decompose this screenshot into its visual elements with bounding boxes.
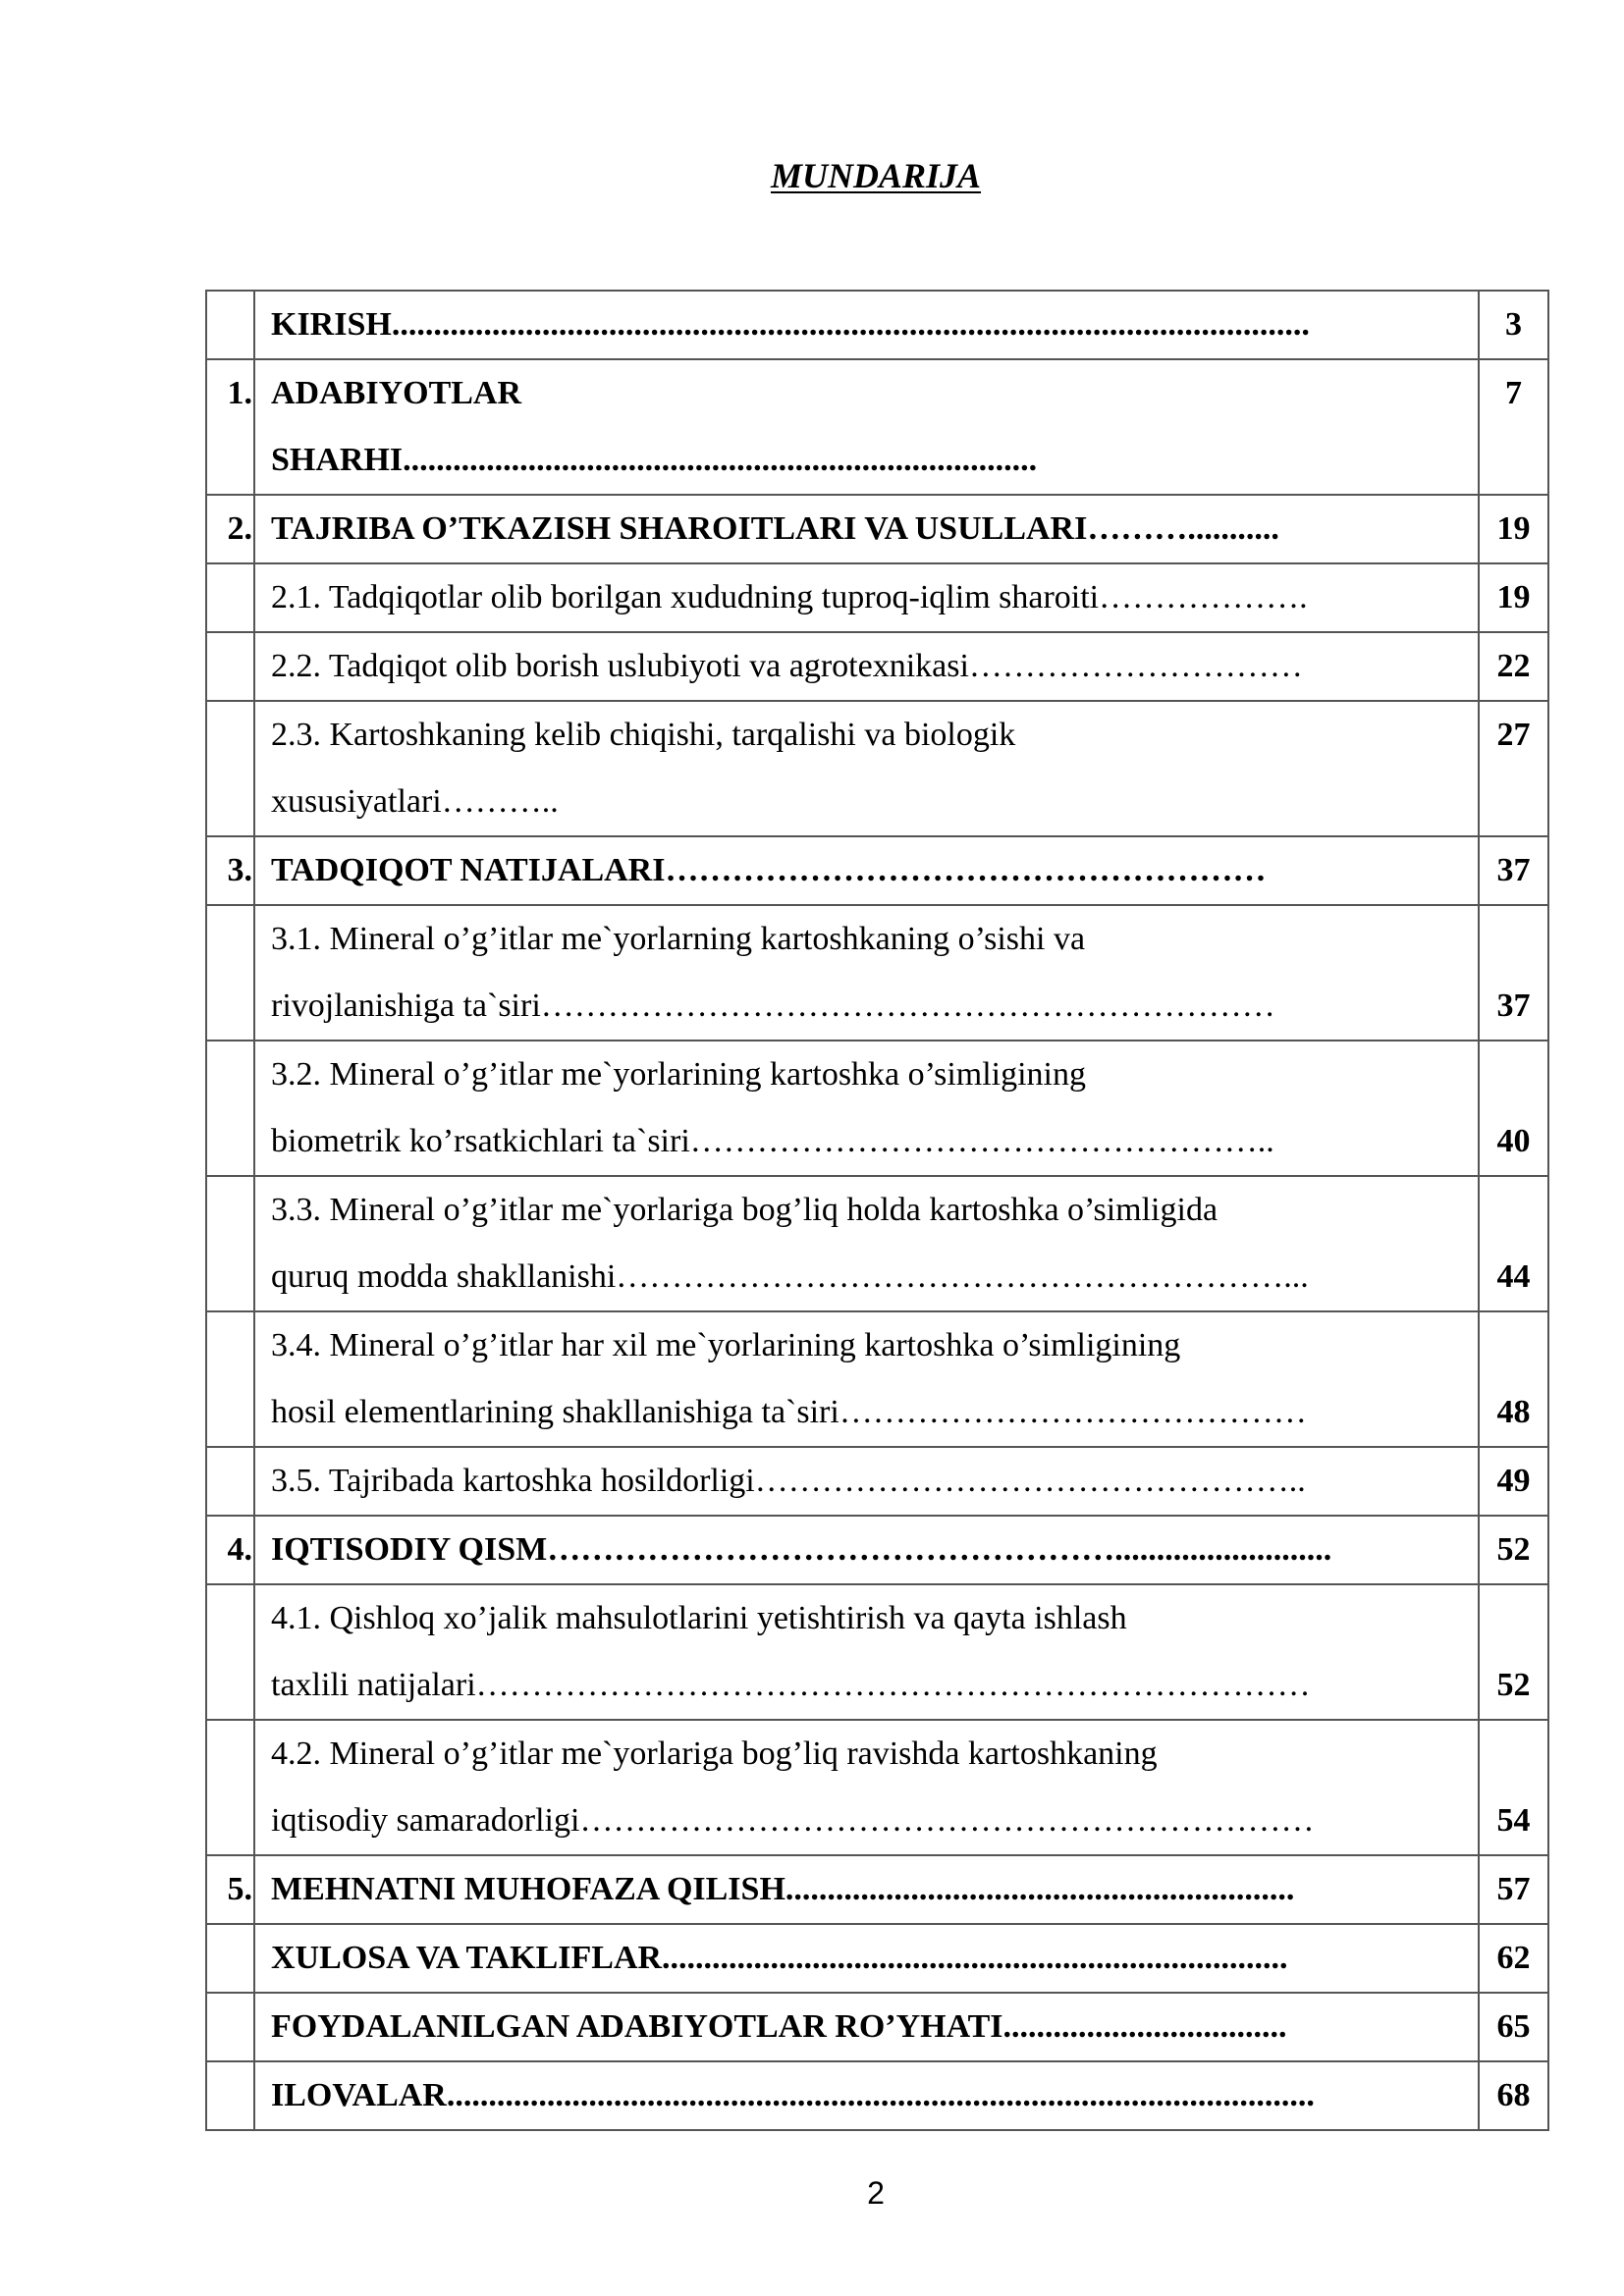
toc-page: 52 <box>1479 1584 1548 1720</box>
toc-title[interactable]: 4.1. Qishloq xo’jalik mahsulotlarini yetishtirish va qayta ishlash taxlili natijalari………………………………………………………………… <box>254 1584 1479 1720</box>
toc-page: 27 <box>1479 701 1548 836</box>
page-number: 2 <box>867 2175 885 2211</box>
toc-row-ilovalar <box>206 2061 1548 2130</box>
toc-page: 49 <box>1479 1447 1548 1516</box>
toc-title[interactable]: 3.5. Tajribada kartoshka hosildorligi………………………………………….. <box>254 1447 1479 1516</box>
toc-page: 54 <box>1479 1720 1548 1855</box>
toc-number: 5. <box>206 1855 254 1924</box>
toc-page: 3 <box>1479 291 1548 359</box>
toc-number <box>206 1584 254 1720</box>
toc-row-2-2 <box>206 632 1548 701</box>
toc-number: 4. <box>206 1516 254 1584</box>
toc-title[interactable]: XULOSA VA TAKLIFLAR........................................................................... <box>254 1924 1479 1993</box>
toc-title[interactable]: TADQIQOT NATIJALARI……………………………………………… <box>254 836 1479 905</box>
toc-number <box>206 2061 254 2130</box>
toc-row-foydalanilgan <box>206 1993 1548 2061</box>
toc-title[interactable]: 3.2. Mineral o’g’itlar me`yorlarining kartoshka o’simligining biometrik ko’rsatkichlari ta`siri…………………………………………….. <box>254 1041 1479 1176</box>
toc-page: 68 <box>1479 2061 1548 2130</box>
toc-row-2 <box>206 495 1548 563</box>
toc-page: 37 <box>1479 905 1548 1041</box>
toc-page: 19 <box>1479 495 1548 563</box>
table-of-contents <box>205 290 1549 2131</box>
toc-title[interactable]: ADABIYOTLAR SHARHI............................................................................ <box>254 359 1479 495</box>
toc-row-kirish <box>206 291 1548 359</box>
toc-title[interactable]: KIRISH.............................................................................................................. <box>254 291 1479 359</box>
toc-page: 65 <box>1479 1993 1548 2061</box>
toc-title[interactable]: 3.3. Mineral o’g’itlar me`yorlariga bog’liq holda kartoshka o’simligida quruq modda shakllanishi……………………………………………………... <box>254 1176 1479 1311</box>
toc-number <box>206 291 254 359</box>
toc-number <box>206 701 254 836</box>
toc-title[interactable]: IQTISODIY QISM…………………………………………….......................... <box>254 1516 1479 1584</box>
toc-title[interactable]: 3.4. Mineral o’g’itlar har xil me`yorlarining kartoshka o’simligining hosil elementlarining shakllanishiga ta`siri…………………………………… <box>254 1311 1479 1447</box>
toc-number <box>206 1176 254 1311</box>
toc-row-3 <box>206 836 1548 905</box>
toc-row-2-3 <box>206 701 1548 836</box>
toc-page: 52 <box>1479 1516 1548 1584</box>
toc-page: 37 <box>1479 836 1548 905</box>
toc-number <box>206 1311 254 1447</box>
toc-page: 40 <box>1479 1041 1548 1176</box>
toc-row-3-1 <box>206 905 1548 1041</box>
toc-number <box>206 1041 254 1176</box>
toc-row-3-3 <box>206 1176 1548 1311</box>
toc-row-xulosa <box>206 1924 1548 1993</box>
toc-title[interactable]: 2.3. Kartoshkaning kelib chiqishi, tarqalishi va biologik xususiyatlari……….. <box>254 701 1479 836</box>
toc-row-2-1 <box>206 563 1548 632</box>
toc-title[interactable]: 2.1. Tadqiqotlar olib borilgan xududning tuproq-iqlim sharoiti………………. <box>254 563 1479 632</box>
toc-page: 22 <box>1479 632 1548 701</box>
toc-page: 19 <box>1479 563 1548 632</box>
toc-row-5 <box>206 1855 1548 1924</box>
toc-page: 57 <box>1479 1855 1548 1924</box>
toc-number <box>206 1993 254 2061</box>
toc-title[interactable]: MEHNATNI MUHOFAZA QILISH............................................................. <box>254 1855 1479 1924</box>
toc-title[interactable]: FOYDALANILGAN ADABIYOTLAR RO’YHATI.................................. <box>254 1993 1479 2061</box>
toc-number <box>206 1924 254 1993</box>
toc-page: 48 <box>1479 1311 1548 1447</box>
toc-number <box>206 632 254 701</box>
toc-title[interactable]: 4.2. Mineral o’g’itlar me`yorlariga bog’liq ravishda kartoshkaning iqtisodiy samaradorligi………………………………………………………… <box>254 1720 1479 1855</box>
toc-title[interactable]: ILOVALAR........................................................................................................ <box>254 2061 1479 2130</box>
toc-row-1 <box>206 359 1548 495</box>
toc-number: 2. <box>206 495 254 563</box>
toc-title[interactable]: TAJRIBA O’TKAZISH SHAROITLARI VA USULLARI………........... <box>254 495 1479 563</box>
page-title: MUNDARIJA <box>770 156 982 195</box>
toc-row-4-2 <box>206 1720 1548 1855</box>
toc-number <box>206 563 254 632</box>
toc-title[interactable]: 2.2. Tadqiqot olib borish uslubiyoti va agrotexnikasi………………………… <box>254 632 1479 701</box>
toc-number <box>206 905 254 1041</box>
toc-number <box>206 1447 254 1516</box>
toc-number <box>206 1720 254 1855</box>
toc-page: 44 <box>1479 1176 1548 1311</box>
toc-page: 62 <box>1479 1924 1548 1993</box>
toc-row-3-2 <box>206 1041 1548 1176</box>
toc-page: 7 <box>1479 359 1548 495</box>
toc-number: 1. <box>206 359 254 495</box>
toc-row-3-5 <box>206 1447 1548 1516</box>
toc-number: 3. <box>206 836 254 905</box>
toc-title[interactable]: 3.1. Mineral o’g’itlar me`yorlarning kartoshkaning o’sishi va rivojlanishiga ta`siri………………………………………………………… <box>254 905 1479 1041</box>
toc-row-3-4 <box>206 1311 1548 1447</box>
toc-row-4-1 <box>206 1584 1548 1720</box>
toc-row-4 <box>206 1516 1548 1584</box>
